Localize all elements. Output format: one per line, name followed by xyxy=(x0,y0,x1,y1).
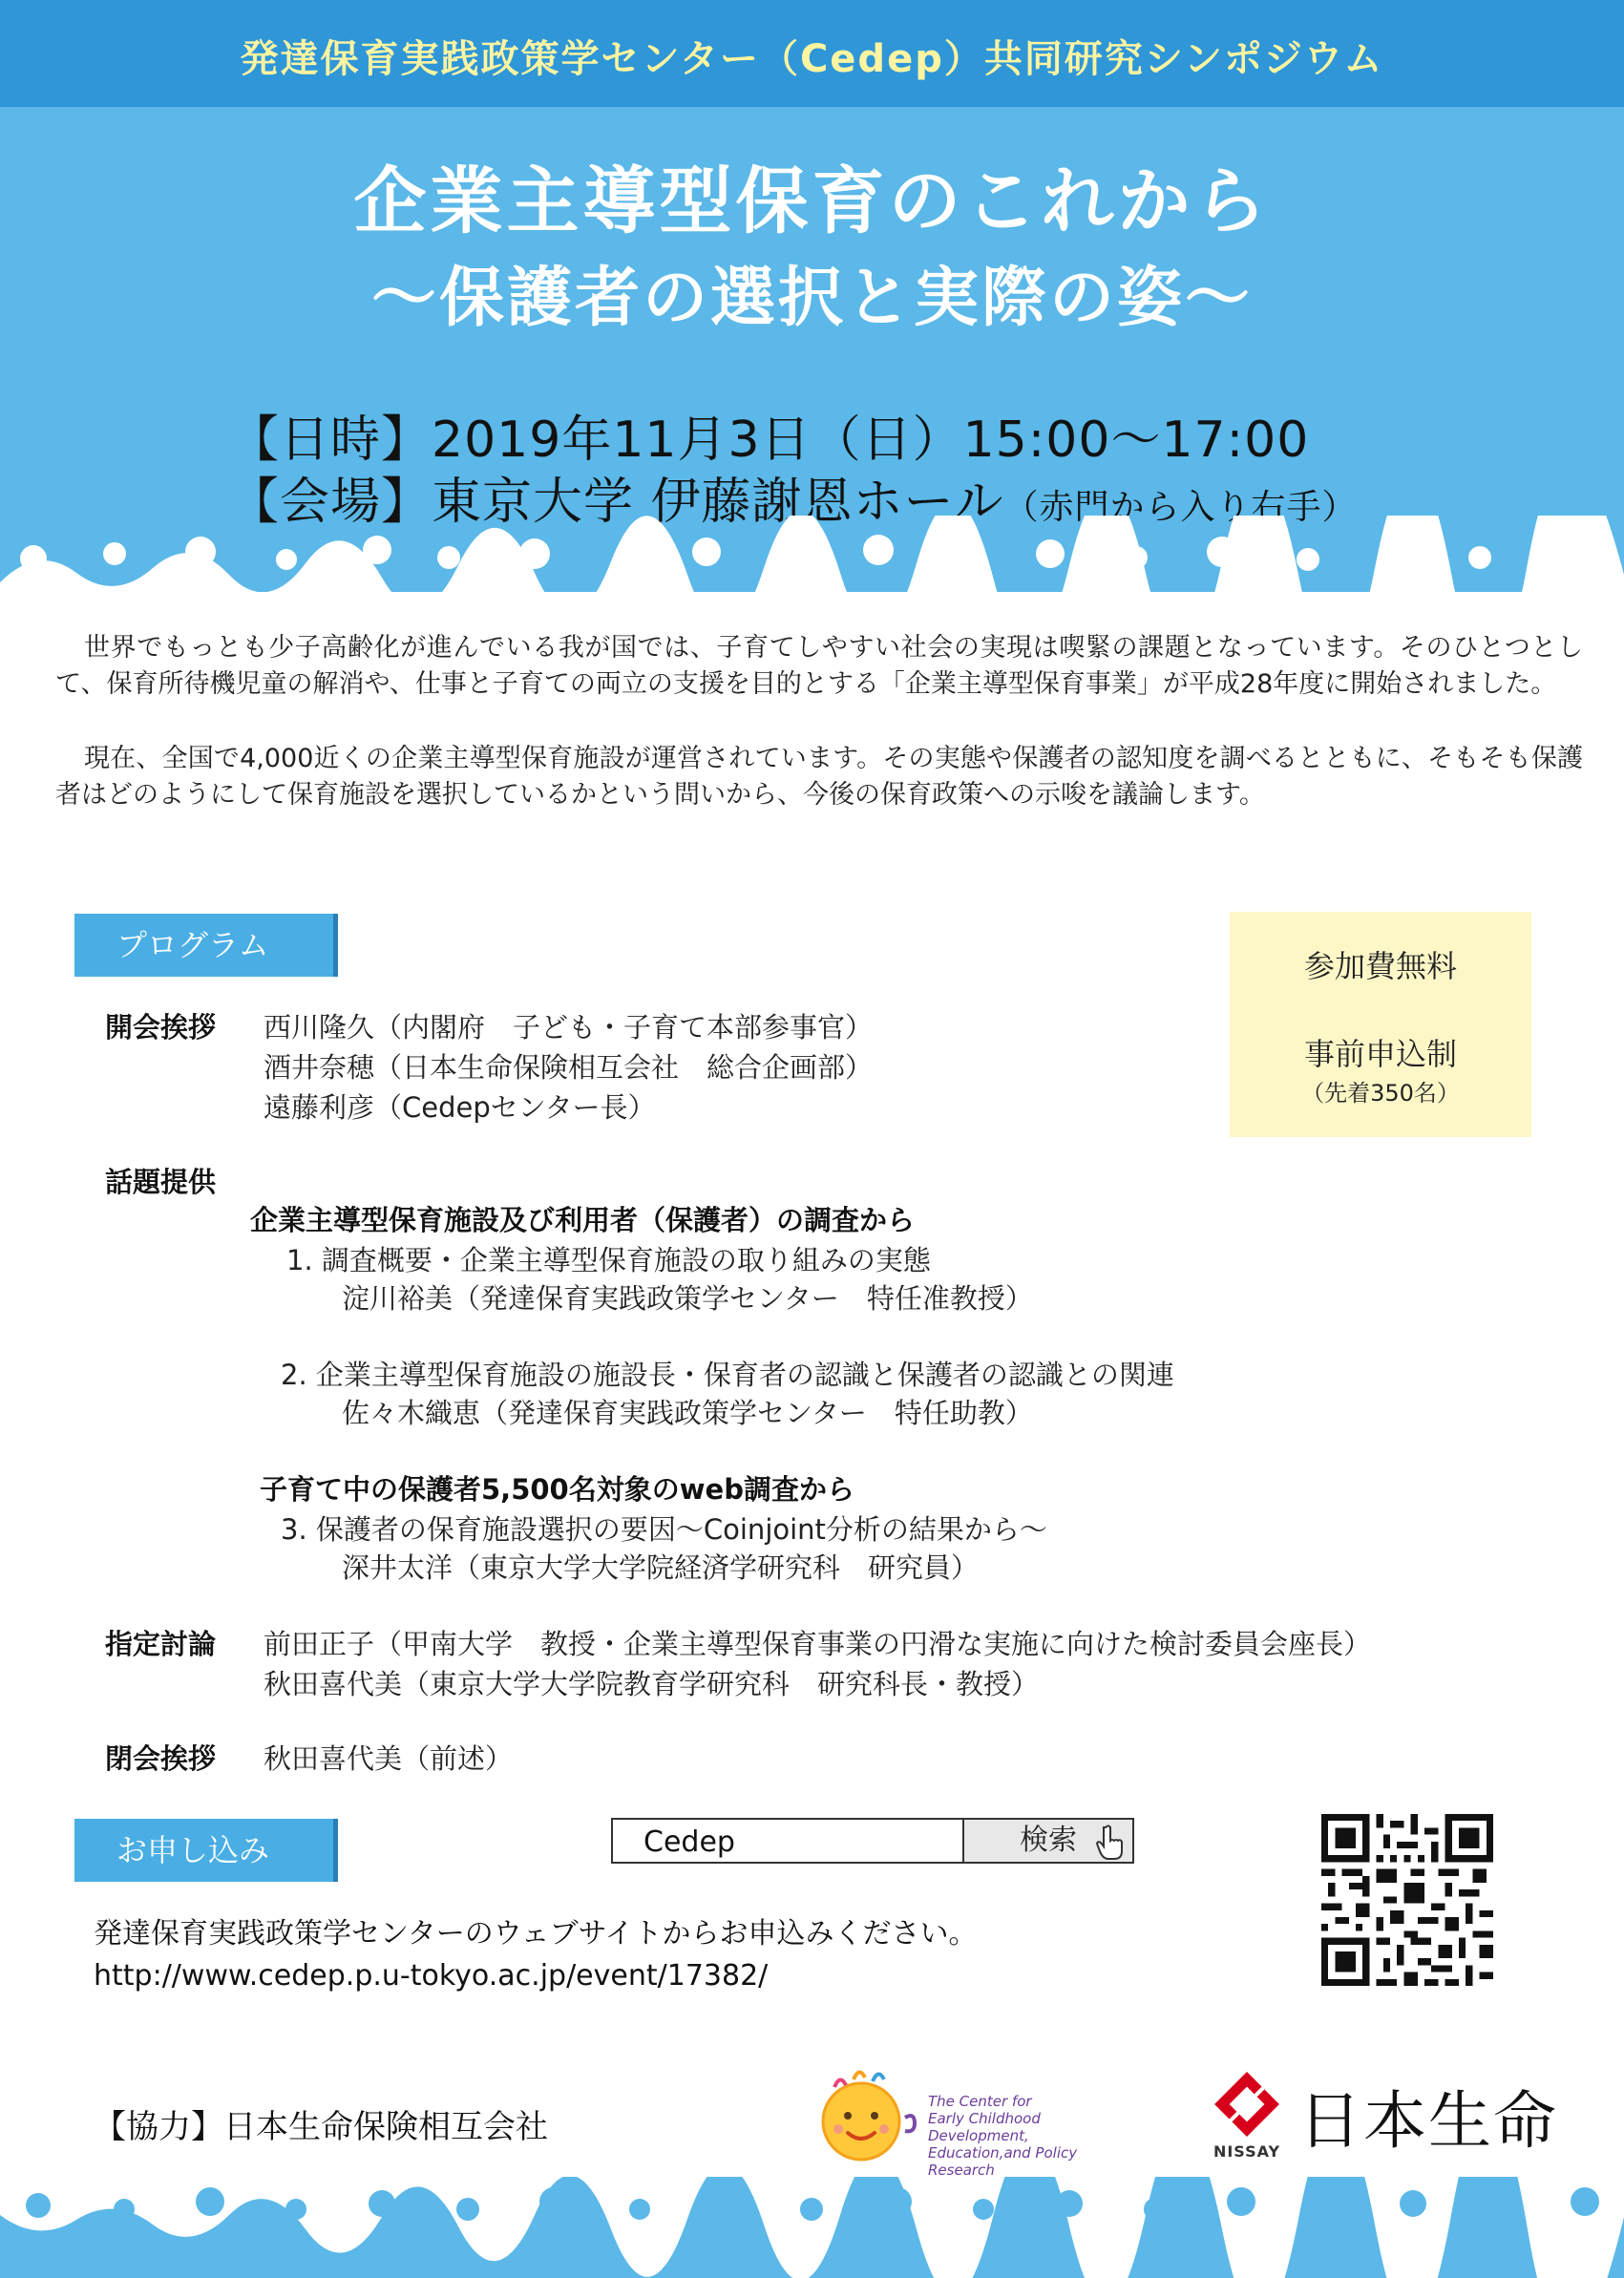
opening-speaker: 遠藤利彦（Cedepセンター長） xyxy=(264,1091,656,1124)
apply-section-tag: お申し込み xyxy=(74,1819,338,1882)
topic-item-speaker: 深井太洋（東京大学大学院経済学研究科 研究員） xyxy=(342,1551,980,1584)
closing-speaker: 秋田喜代美（前述） xyxy=(264,1742,514,1775)
topic-item-speaker: 淀川裕美（発達保育実践政策学センター 特任准教授） xyxy=(342,1282,1033,1315)
qr-code xyxy=(1321,1814,1493,1986)
opening-speaker: 西川隆久（内閣府 子ども・子育て本部参事官） xyxy=(264,1011,874,1044)
cedep-logo xyxy=(806,2053,1140,2177)
topic-item-title: 2. 企業主導型保育施設の施設長・保育者の認識と保護者の認識との関連 xyxy=(281,1359,1174,1391)
nissay-mark-icon xyxy=(1209,2066,1285,2142)
apply-instruction-line: 発達保育実践政策学センターのウェブサイトからお申込みください。 xyxy=(94,1917,978,1951)
topic-subheading: 企業主導型保育施設及び利用者（保護者）の調査から xyxy=(250,1204,916,1236)
fee-info-box xyxy=(1230,912,1531,1137)
opening-label: 開会挨拶 xyxy=(105,1011,217,1044)
topic-item-speaker: 佐々木織恵（発達保育実践政策学センター 特任助教） xyxy=(342,1397,1033,1429)
search-button[interactable] xyxy=(962,1818,1134,1864)
program-section-tag: プログラム xyxy=(74,914,338,977)
topic-label: 話題提供 xyxy=(105,1166,217,1198)
registration-text: 事前申込制 xyxy=(1303,1036,1457,1072)
capacity-text: （先着350名） xyxy=(1301,1080,1460,1107)
event-datetime: 【日時】2019年11月3日（日）15:00〜17:00 xyxy=(229,411,1310,469)
topic-subheading: 子育て中の保護者5,500名対象のweb調査から xyxy=(260,1473,854,1506)
search-input-text: Cedep xyxy=(643,1825,735,1859)
leaf-border-top xyxy=(0,516,1624,611)
cooperation-text: 【協力】日本生命保険相互会社 xyxy=(94,2108,548,2146)
fee-free-text: 参加費無料 xyxy=(1303,948,1457,984)
page-title: 企業主導型保育のこれから xyxy=(353,158,1271,243)
discussion-label: 指定討論 xyxy=(105,1628,217,1660)
opening-speaker: 酒井奈穂（日本生命保険相互会社 総合企画部） xyxy=(264,1051,874,1084)
venue-name: 【会場】東京大学 伊藤謝恩ホール xyxy=(229,474,1004,531)
closing-label: 閉会挨拶 xyxy=(105,1742,217,1775)
venue-note: （赤門から入り右手） xyxy=(1003,488,1358,527)
cedep-tagline xyxy=(928,2093,1140,2179)
cedep-tagline-line: Early Childhood Development, xyxy=(928,2110,1041,2144)
discussion-speaker: 秋田喜代美（東京大学大学院教育学研究科 研究科長・教授） xyxy=(264,1668,1040,1700)
apply-url-link[interactable]: http://www.cedep.p.u-tokyo.ac.jp/event/17382/ xyxy=(94,1959,769,1993)
discussion-speaker: 前田正子（甲南大学 教授・企業主導型保育事業の円滑な実施に向けた検討委員会座長） xyxy=(264,1628,1372,1660)
search-button-label: 検索 xyxy=(1020,1824,1077,1857)
cedep-tagline-line: Education,and Policy Research xyxy=(928,2144,1078,2179)
cedep-tagline-line: The Center for xyxy=(928,2093,1032,2110)
intro-paragraph-1: 世界でもっとも少子高齢化が進んでいる我が国では、子育てしやすい社会の実現は喫緊の課題となっています。そのひとつとして、保育所待機児童の解消や、仕事と子育ての両立の支援を目的とする「企業主導型保育事業」が平成28年度に開始されました。 xyxy=(55,633,1583,699)
nissay-wordmark: 日本生命 xyxy=(1298,2084,1558,2158)
symposium-banner: 発達保育実践政策学センター（Cedep）共同研究シンポジウム xyxy=(240,37,1384,81)
leaf-border-bottom xyxy=(0,2177,1624,2278)
topic-item-title: 1. 調査概要・企業主導型保育施設の取り組みの実態 xyxy=(286,1244,931,1276)
hand-pointer-icon xyxy=(1096,1824,1125,1862)
intro-paragraph-2: 現在、全国で4,000近くの企業主導型保育施設が運営されています。その実態や保護者の認知度を調べるとともに、そもそも保護者はどのようにして保育施設を選択しているかという問いから、今後の保育政策への示唆を議論します。 xyxy=(55,744,1583,810)
page-subtitle: 〜保護者の選択と実際の姿〜 xyxy=(370,261,1253,336)
cedep-face-icon xyxy=(806,2053,930,2177)
topic-item-title: 3. 保護者の保育施設選択の要因〜Coinjoint分析の結果から〜 xyxy=(281,1513,1047,1546)
nissay-logo xyxy=(1209,2066,1285,2162)
nissay-label: NISSAY xyxy=(1213,2142,1281,2161)
apply-instructions xyxy=(94,1913,978,1997)
